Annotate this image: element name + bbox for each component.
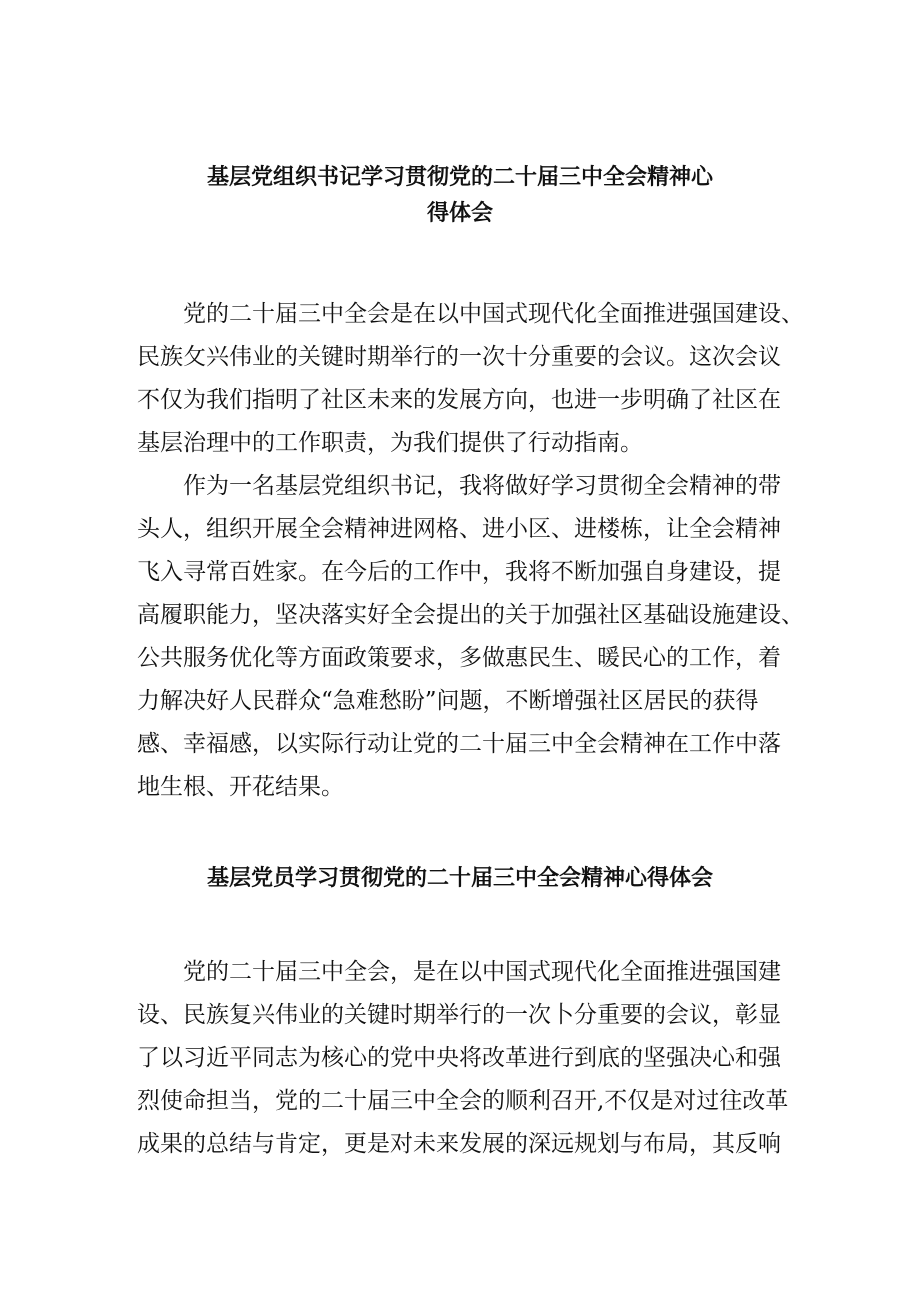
section1-p1-line: 不仅为我们指明了社区未来的发展方向，也进一步明确了社区在: [137, 387, 781, 413]
section1-title-line2: 得体会: [426, 201, 493, 226]
section2-title: 基层党员学习贯彻党的二十届三中全会精神心得体会: [206, 866, 713, 891]
section1-p2-line: 头人，组织开展全会精神进网格、进小区、进楼栋，让全会精神: [137, 516, 781, 542]
section1-p2-line: 作为一名基层党组织书记，我将做好学习贯彻全会精神的带: [183, 473, 781, 499]
section1-p2-line: 地生根、开花结果。: [137, 774, 344, 800]
section1-p1-line: 民族攵兴伟业的关键时期举行的一次十分重要的会议。这次会议: [137, 344, 781, 370]
section2-p1-line: 烈使命担当，党的二十届三中全会的顺利召开,不仅是对过往改革: [137, 1088, 789, 1114]
section1-p2-line: 感、幸福感，以实际行动让党的二十届三中全会精神在工作中落: [137, 731, 781, 757]
section1-p2-line: 飞入寻常百姓家。在今后的工作中，我将不断加强自身建设，提: [137, 559, 781, 585]
section1-p2-line: 力解决好人民群众“急难愁盼”问题，不断增强社区居民的获得: [137, 688, 759, 714]
section1-p2-line: 公共服务优化等方面政策要求，多做惠民生、暖民心的工作，着: [137, 645, 781, 671]
section2-p1-line: 党的二十届三中全会，是在以中国式现代化全面推进强国建: [183, 959, 781, 985]
section2-p1-line: 设、民族复兴伟业的关键时期举行的一次卜分重要的会议，彰显: [137, 1002, 781, 1028]
section2-p1-line: 了以习近平同志为核心的党中央将改革进行到底的坚强决心和强: [137, 1045, 781, 1071]
section1-p1-line: 基层治理中的工作职责，为我们提供了行动指南。: [137, 430, 643, 456]
section1-p2-line: 高履职能力，坚决落实好全会提出的关于加强社区基础设施建设、: [137, 602, 804, 628]
section1-title-line1: 基层党组织书记学习贯彻党的二十届三中全会精神心: [206, 165, 713, 190]
section2-p1-line: 成果的总结与肯定，更是对未来发展的深远规划与布局，其反响: [137, 1131, 781, 1157]
section1-p1-line: 党的二十届三中全会是在以中国式现代化全面推进强国建设、: [183, 301, 804, 327]
